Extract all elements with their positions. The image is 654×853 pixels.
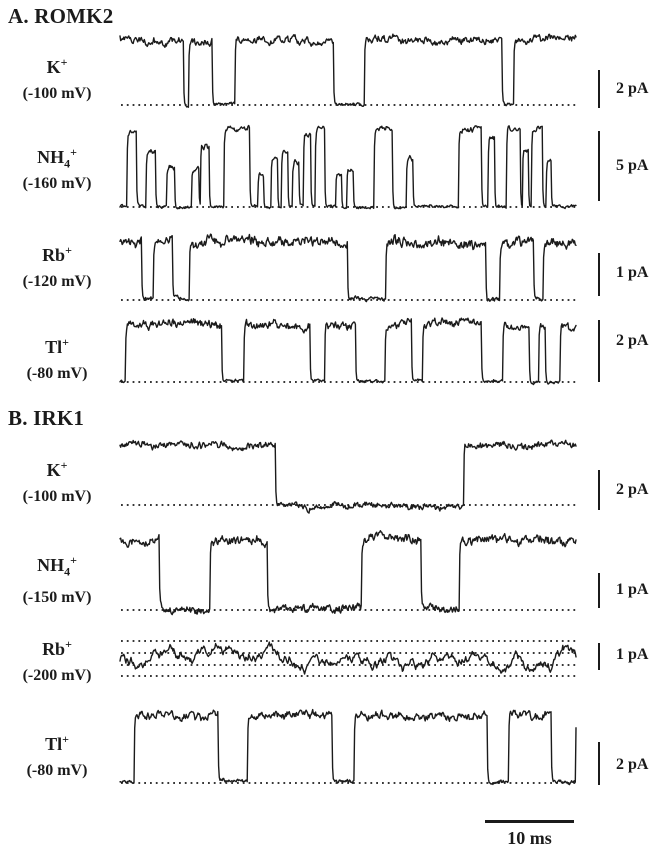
current-scale-label: 2 pA <box>616 80 649 97</box>
trace-label-romk2-nh4 <box>0 142 114 194</box>
current-trace-path <box>120 440 576 513</box>
trace-label-irk1-tl <box>0 729 114 781</box>
voltage-label: (-80 mV) <box>26 364 88 382</box>
current-scale-label: 2 pA <box>616 332 649 349</box>
current-trace-path <box>120 318 576 385</box>
trace-label-romk2-tl <box>0 332 114 384</box>
ion-name: Tl+ <box>45 732 69 754</box>
trace-plot-romk2-tl <box>118 310 578 386</box>
ion-name: $NH_4^+$ <box>37 553 77 579</box>
current-scale-label: 1 pA <box>616 581 649 598</box>
current-scale-bar <box>598 253 600 296</box>
ion-name: K+ <box>46 458 68 480</box>
current-scale-label: 1 pA <box>616 264 649 281</box>
ion-name: Rb+ <box>42 637 72 659</box>
time-scale-bar <box>485 820 574 823</box>
trace-plot-irk1-tl <box>118 696 578 790</box>
current-scale-bar <box>598 643 600 670</box>
voltage-label: (-160 mV) <box>22 174 92 192</box>
current-scale-bar <box>598 70 600 108</box>
voltage-label: (-80 mV) <box>26 761 88 779</box>
current-trace-path <box>120 34 576 107</box>
voltage-label: (-100 mV) <box>22 84 92 102</box>
trace-plot-irk1-rb <box>118 618 578 696</box>
ion-name: K+ <box>46 55 68 77</box>
trace-plot-romk2-rb <box>118 226 578 304</box>
voltage-label: (-150 mV) <box>22 588 92 606</box>
voltage-label: (-100 mV) <box>22 487 92 505</box>
ion-name: Rb+ <box>42 243 72 265</box>
current-trace-path <box>120 234 576 301</box>
current-scale-bar <box>598 470 600 510</box>
current-scale-label: 2 pA <box>616 756 649 773</box>
trace-label-romk2-rb <box>0 240 114 292</box>
trace-plot-romk2-nh4 <box>118 120 578 212</box>
voltage-label: (-120 mV) <box>22 272 92 290</box>
current-trace-path <box>120 642 576 674</box>
trace-label-irk1-rb <box>0 634 114 686</box>
current-scale-bar <box>598 742 600 785</box>
ion-name: Tl+ <box>45 335 69 357</box>
voltage-label: (-200 mV) <box>22 666 92 684</box>
current-trace-path <box>120 531 576 615</box>
trace-label-romk2-k <box>0 52 114 104</box>
ion-name: $NH_4^+$ <box>37 145 77 171</box>
trace-plot-irk1-nh4 <box>118 520 578 618</box>
time-scale-label: 10 ms <box>507 828 552 848</box>
panel-b-title: B. IRK1 <box>8 406 85 430</box>
current-scale-label: 2 pA <box>616 481 649 498</box>
panel-a-title: A. ROMK2 <box>8 4 114 28</box>
trace-label-irk1-nh4 <box>0 550 114 608</box>
trace-plot-irk1-k <box>118 426 578 516</box>
current-scale-bar <box>598 320 600 382</box>
current-scale-label: 1 pA <box>616 646 649 663</box>
current-scale-bar <box>598 131 600 201</box>
trace-label-irk1-k <box>0 455 114 507</box>
trace-plot-romk2-k <box>118 22 578 110</box>
current-trace-path <box>120 126 576 209</box>
current-trace-path <box>120 710 576 785</box>
current-scale-label: 5 pA <box>616 157 649 174</box>
current-scale-bar <box>598 573 600 608</box>
